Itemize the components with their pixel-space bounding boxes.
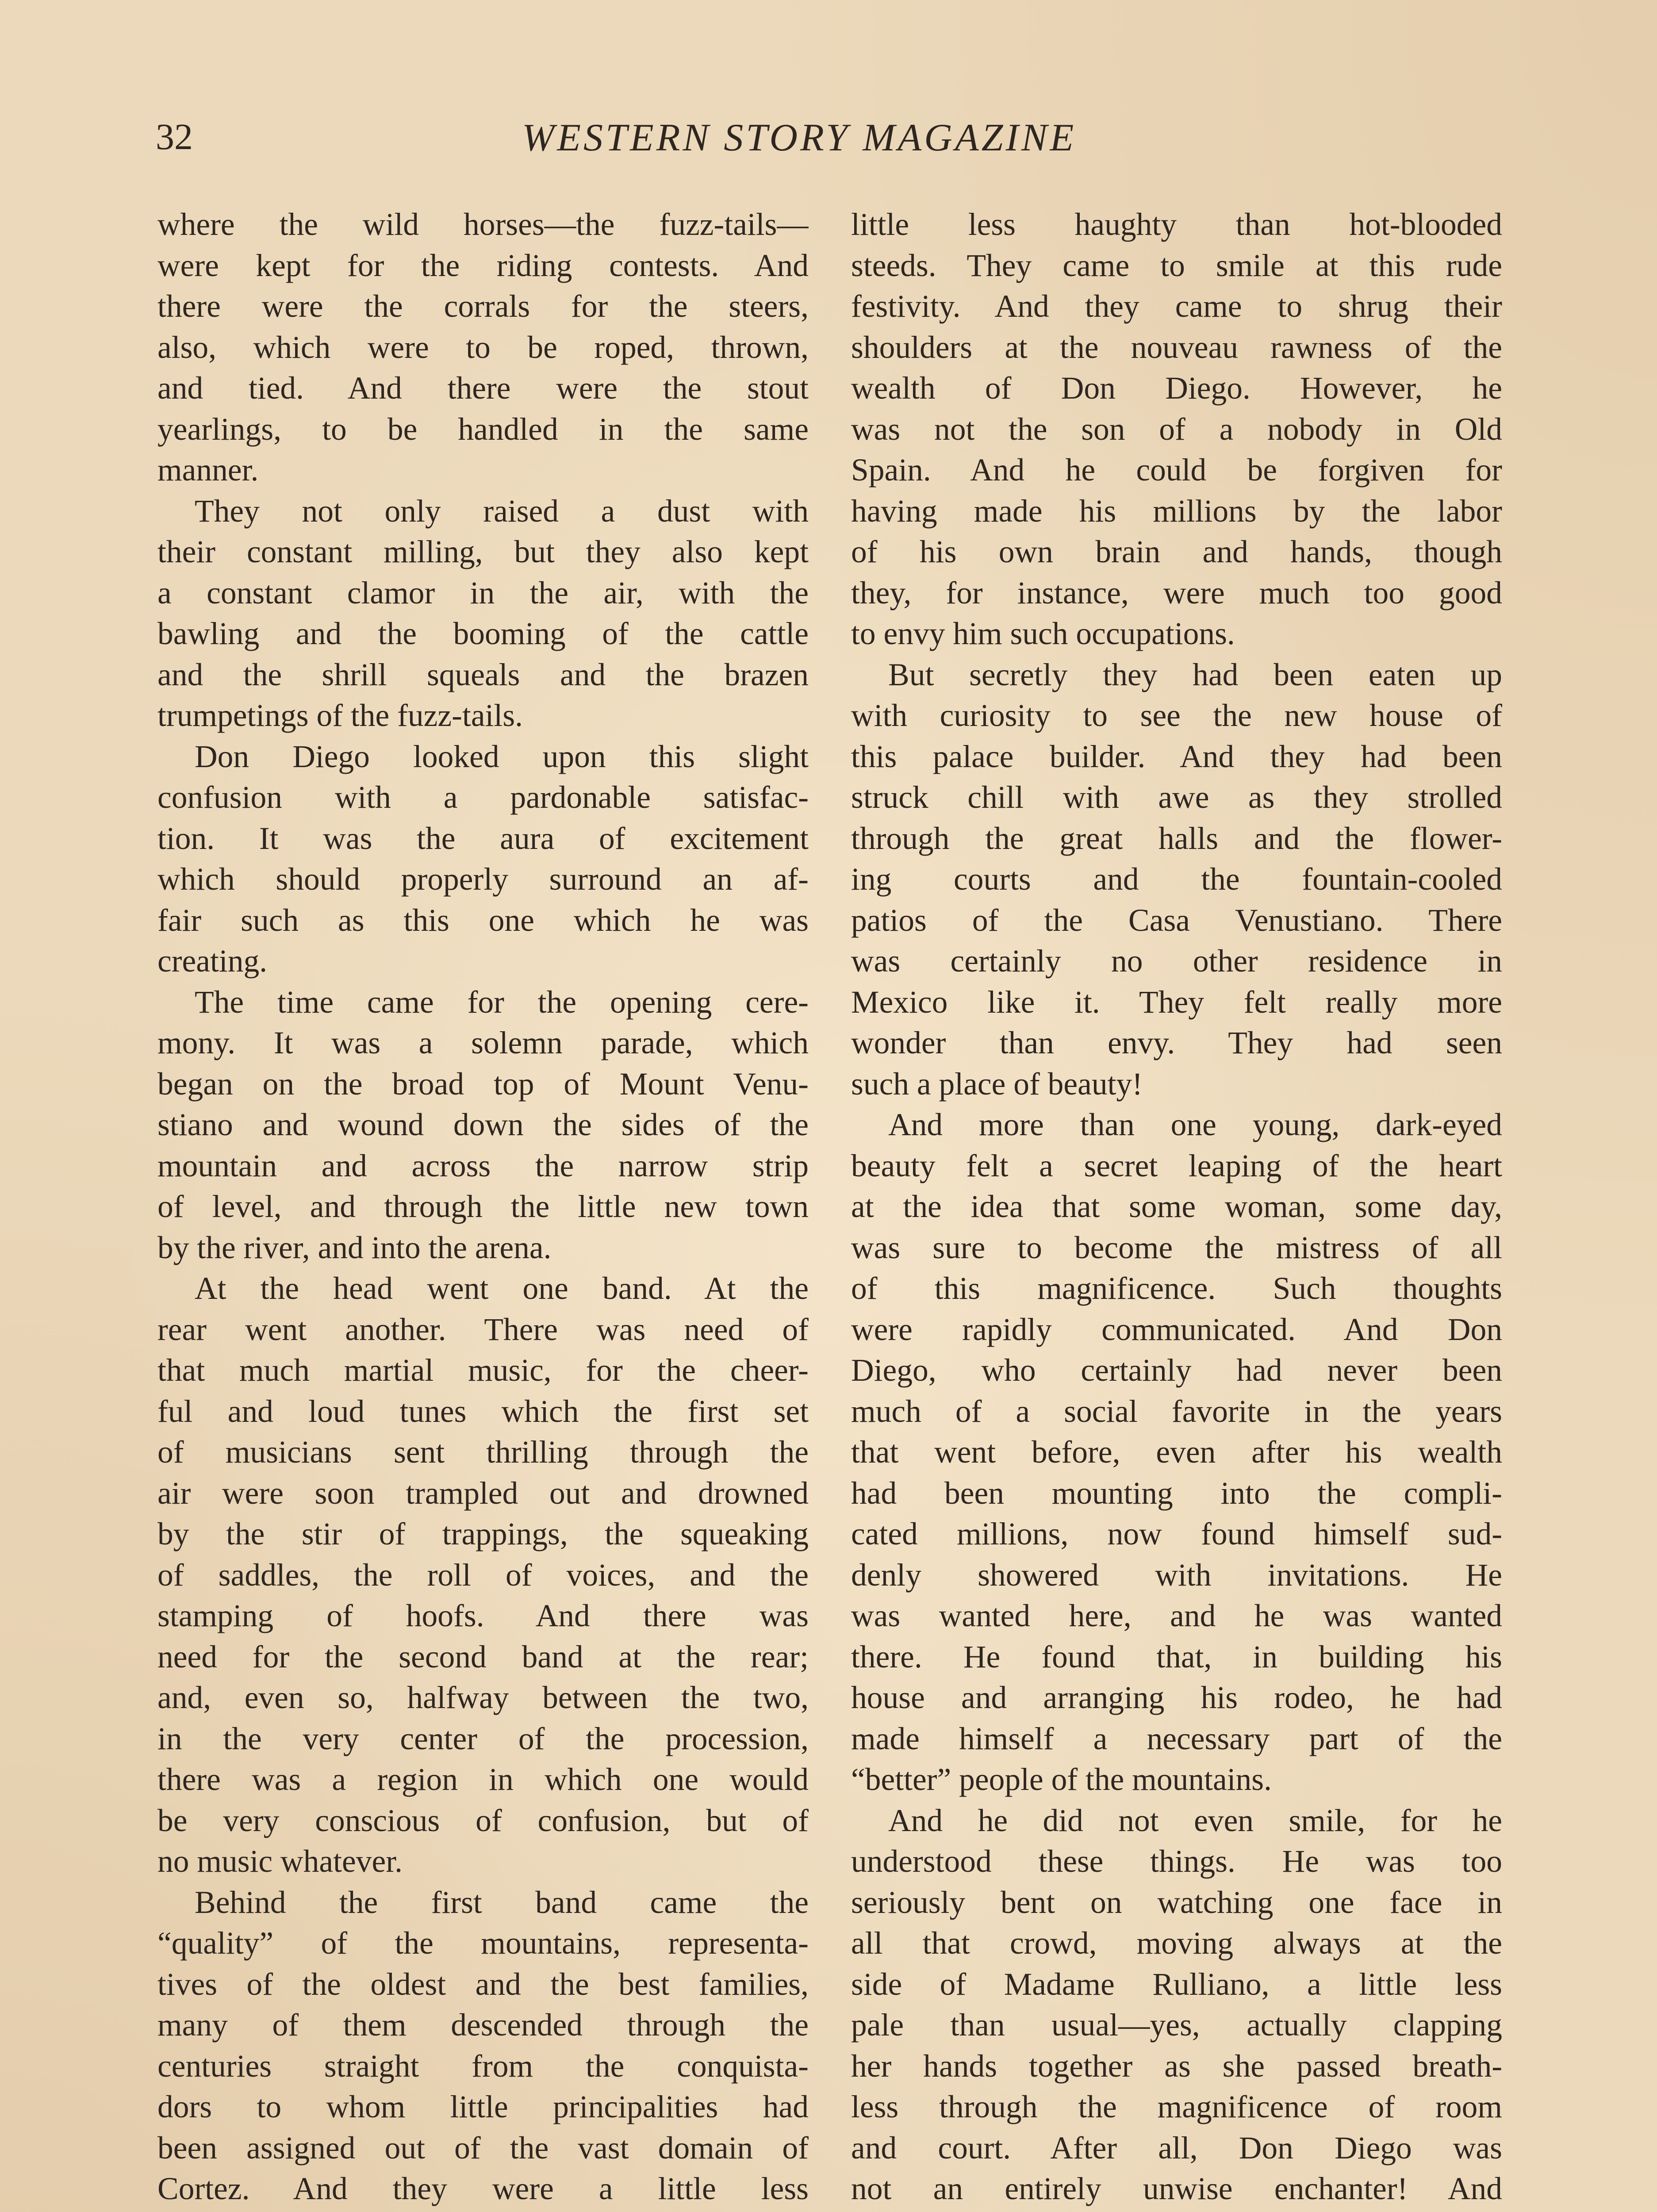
text-line: “quality” of the mountains, representa- [157, 1926, 809, 1961]
text-line: And more than one young, dark-eyed [888, 1107, 1502, 1142]
text-line: and tied. And there were the stout [157, 371, 809, 406]
text-line: steeds. They came to smile at this rude [851, 248, 1502, 283]
text-line: mountain and across the narrow strip [157, 1148, 809, 1183]
text-line: in the very center of the procession, [157, 1721, 809, 1756]
text-line [157, 2210, 809, 2212]
text-line: were kept for the riding contests. And [157, 248, 809, 283]
text-line: their constant milling, but they also kept [157, 534, 809, 569]
text-line: less through the magnificence of room [851, 2089, 1502, 2124]
text-line: wealth of Don Diego. However, he [851, 371, 1502, 406]
text-line: side of Madame Rulliano, a little less [851, 1966, 1502, 2002]
text-line: beauty felt a secret leaping of the heart [851, 1148, 1502, 1183]
text-line: Don Diego looked upon this slight [195, 739, 809, 774]
text-line: of musicians sent thrilling through the [157, 1435, 809, 1470]
text-line: a constant clamor in the air, with the [157, 575, 809, 611]
text-line: and, even so, halfway between the two, [157, 1680, 809, 1715]
text-line: festivity. And they came to shrug their [851, 289, 1502, 324]
text-line: tives of the oldest and the best families, [157, 1966, 809, 2002]
text-line: need for the second band at the rear; [157, 1639, 809, 1674]
text-line: many of them descended through the [157, 2008, 809, 2043]
text-line: ing courts and the fountain-cooled [851, 862, 1502, 897]
text-line: having made his millions by the labor [851, 493, 1502, 529]
text-line: that much martial music, for the cheer- [157, 1353, 809, 1388]
text-line: not an entirely unwise enchanter! And [851, 2171, 1502, 2206]
text-line: struck chill with awe as they strolled [851, 780, 1502, 815]
text-line: patios of the Casa Venustiano. There [851, 902, 1502, 938]
text-line: understood these things. He was too [851, 1844, 1502, 1879]
text-line: pale than usual—yes, actually clapping [851, 2008, 1502, 2043]
left-column [157, 204, 809, 2212]
text-line: was not the son of a nobody in Old [851, 411, 1502, 447]
text-line: there was a region in which one would [157, 1762, 809, 1797]
text-line: been assigned out of the vast domain of [157, 2130, 809, 2166]
text-line: Behind the first band came the [195, 1885, 809, 1920]
text-line: of this magnificence. Such thoughts [851, 1271, 1502, 1306]
text-line: rear went another. There was need of [157, 1312, 809, 1347]
text-line: At the head went one band. At the [195, 1271, 809, 1306]
text-line: of saddles, the roll of voices, and the [157, 1557, 809, 1593]
page-number: 32 [156, 116, 193, 157]
text-line: also, which were to be roped, thrown, [157, 330, 809, 365]
text-line: Cortez. And they were a little less [157, 2171, 809, 2206]
text-line: seriously bent on watching one face in [851, 1885, 1502, 1920]
text-line: denly showered with invitations. He [851, 1557, 1502, 1593]
text-line: to envy him such occupations. [851, 616, 1235, 651]
text-line: shoulders at the nouveau rawness of the [851, 330, 1502, 365]
text-line: by the river, and into the arena. [157, 1230, 552, 1265]
text-line: cated millions, now found himself sud- [851, 1517, 1502, 1551]
text-line: Mexico like it. They felt really more [851, 984, 1502, 1020]
text-line: where the wild horses—the fuzz-tails— [157, 207, 809, 242]
running-head: WESTERN STORY MAGAZINE [522, 116, 1077, 159]
text-line: there. He found that, in building his [851, 1639, 1502, 1674]
text-line: of level, and through the little new town [157, 1189, 809, 1224]
text-line: they, for instance, were much too good [851, 575, 1502, 611]
text-line: ful and loud tunes which the first set [157, 1394, 809, 1429]
text-line: had been mounting into the compli- [851, 1475, 1502, 1511]
text-line: fair such as this one which he was [157, 902, 809, 938]
text-line: confusion with a pardonable satisfac- [157, 780, 809, 815]
text-line: at the idea that some woman, some day, [851, 1189, 1502, 1224]
text-line: Diego, who certainly had never been [851, 1353, 1502, 1388]
text-line [851, 2210, 1502, 2212]
text-line: which should properly surround an af- [157, 862, 809, 897]
text-line: her hands together as she passed breath- [851, 2048, 1502, 2084]
text-line: trumpetings of the fuzz-tails. [157, 698, 523, 733]
text-line: was wanted here, and he was wanted [851, 1598, 1502, 1633]
text-line: were rapidly communicated. And Don [851, 1312, 1502, 1347]
text-line: little less haughty than hot-blooded [851, 207, 1502, 242]
text-line: creating. [157, 944, 268, 979]
text-line: They not only raised a dust with [195, 493, 809, 529]
text-line: yearlings, to be handled in the same [157, 411, 809, 447]
text-line: stiano and wound down the sides of the [157, 1107, 809, 1142]
text-line: by the stir of trappings, the squeaking [157, 1517, 809, 1551]
text-line: The time came for the opening cere- [195, 984, 809, 1020]
text-line: “better” people of the mountains. [851, 1762, 1272, 1797]
text-line: manner. [157, 453, 259, 488]
text-line: centuries straight from the conquista- [157, 2048, 809, 2084]
text-line: Spain. And he could be forgiven for [851, 453, 1502, 488]
text-line: began on the broad top of Mount Venu- [157, 1066, 809, 1102]
text-line: And he did not even smile, for he [888, 1803, 1502, 1838]
text-line: no music whatever. [157, 1844, 403, 1879]
text-line: wonder than envy. They had seen [851, 1025, 1502, 1060]
text-line: stamping of hoofs. And there was [157, 1598, 809, 1633]
text-line: But secretly they had been eaten up [888, 657, 1502, 692]
text-line: and the shrill squeals and the brazen [157, 657, 809, 692]
text-line: bawling and the booming of the cattle [157, 616, 809, 651]
text-line: air were soon trampled out and drowned [157, 1475, 809, 1511]
text-line: much of a social favorite in the years [851, 1394, 1502, 1429]
text-line: be very conscious of confusion, but of [157, 1803, 809, 1838]
text-line: house and arranging his rodeo, he had [851, 1680, 1502, 1715]
text-line: such a place of beauty! [851, 1066, 1143, 1102]
text-line: tion. It was the aura of excitement [157, 821, 809, 856]
text-line: there were the corrals for the steers, [157, 289, 809, 324]
text-line: with curiosity to see the new house of [851, 698, 1502, 733]
text-line: and court. After all, Don Diego was [851, 2130, 1502, 2166]
text-line: was certainly no other residence in [851, 944, 1502, 979]
text-line: dors to whom little principalities had [157, 2089, 809, 2124]
text-line: made himself a necessary part of the [851, 1721, 1502, 1756]
text-line: of his own brain and hands, though [851, 534, 1502, 569]
text-line: through the great halls and the flower- [851, 821, 1502, 856]
text-line: mony. It was a solemn parade, which [157, 1025, 809, 1060]
right-column [851, 204, 1502, 2212]
text-line: this palace builder. And they had been [851, 739, 1502, 774]
text-line: was sure to become the mistress of all [851, 1230, 1502, 1265]
text-line: that went before, even after his wealth [851, 1435, 1502, 1470]
text-line: all that crowd, moving always at the [851, 1926, 1502, 1961]
